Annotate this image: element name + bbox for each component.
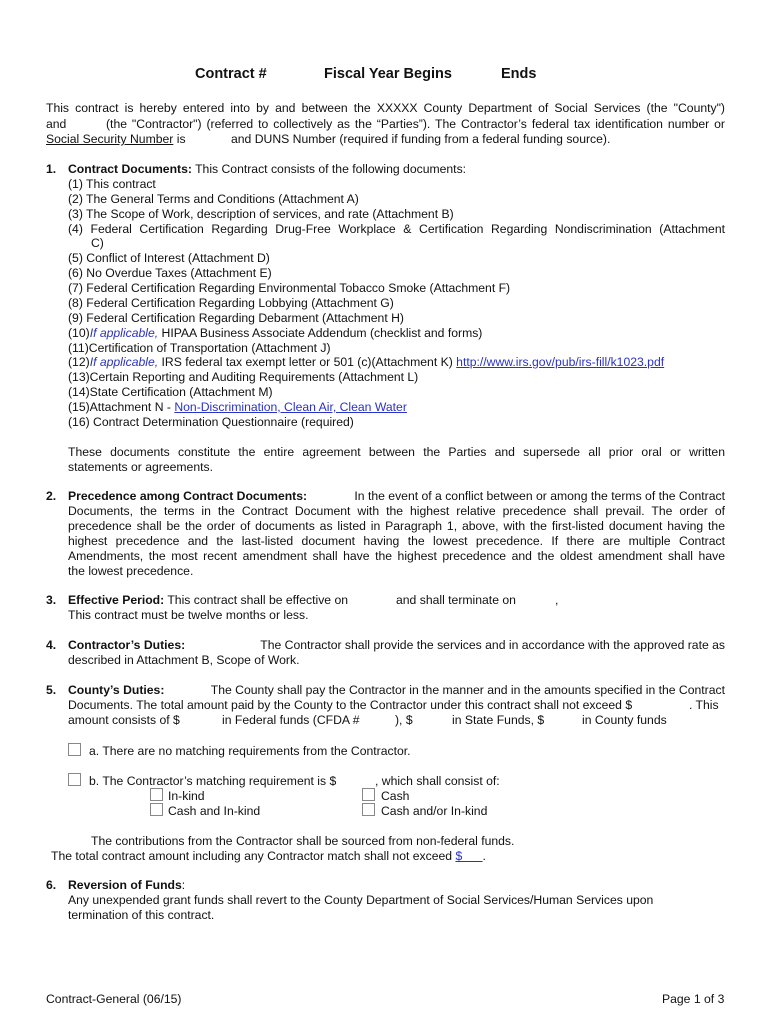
ssn-label: Social Security Number (46, 132, 174, 146)
matching-label: b. The Contractor’s matching requirement is $ (89, 774, 337, 788)
item-12-if-applicable: If applicable, (89, 355, 159, 369)
section-1-closing-2: statements or agreements. (68, 460, 213, 474)
section-3-heading: Effective Period: (68, 593, 165, 607)
section-1-lead: This Contract consists of the following documents: (195, 162, 467, 176)
total-amount-period: . (482, 849, 486, 863)
doc-item: (3) The Scope of Work, description of services, and rate (Attachment B) (68, 207, 454, 221)
cfda-close: ), $ (395, 713, 413, 727)
cash-and-in-kind-checkbox[interactable] (150, 803, 163, 816)
no-matching-checkbox[interactable] (68, 743, 81, 756)
doc-item-14: (14)State Certification (Attachment M) (68, 385, 273, 399)
section-5-line-2: Documents. The total amount paid by the County to the Contractor under this contract shall not exceed $ (68, 698, 633, 712)
doc-item-11: (11)Certification of Transportation (Attachment J) (68, 341, 331, 355)
cash-label: Cash (381, 789, 410, 803)
section-3-line-2: This contract must be twelve months or less. (68, 608, 309, 622)
item-10-num: (10) (68, 326, 90, 340)
section-4-heading: Contractor’s Duties: (68, 638, 186, 652)
intro-line-2: (the "Contractor") (referred to collectively as the “Parties”). The Contractor’s federal tax identification number or (106, 117, 725, 131)
doc-item: (4) Federal Certification Regarding Drug-Free Workplace & Certification Regarding Nondiscrimination (Attachment (68, 222, 725, 236)
intro-line-3 (46, 132, 186, 147)
doc-item-10 (68, 326, 482, 341)
cash-or-in-kind-label: Cash and/or In-kind (381, 804, 488, 818)
section-2-heading: Precedence among Contract Documents: (68, 489, 308, 503)
cash-or-in-kind-checkbox[interactable] (362, 803, 375, 816)
page-number: Page 1 of 3 (662, 992, 725, 1006)
doc-item: (7) Federal Certification Regarding Environmental Tobacco Smoke (Attachment F) (68, 281, 511, 295)
doc-item: (9) Federal Certification Regarding Debarment (Attachment H) (68, 311, 404, 325)
section-2-line-4: highest precedence and the last-listed document having the lowest precedence. If there are multiple Contract (68, 534, 725, 548)
federal-funds-label: in Federal funds (CFDA # (222, 713, 360, 727)
no-matching-label: a. There are no matching requirements from the Contractor. (89, 744, 411, 758)
section-2-line-6: the lowest precedence. (68, 564, 194, 578)
section-3-comma: , (555, 593, 559, 607)
section-2-lead: In the event of a conflict between or among the terms of the Contract (354, 489, 725, 503)
section-6-line-1: Any unexpended grant funds shall revert to the County Department of Social Services/Human Services upon (68, 893, 654, 907)
doc-item: (2) The General Terms and Conditions (Attachment A) (68, 192, 359, 206)
section-6-header (68, 878, 185, 893)
section-4-line-1 (68, 638, 725, 653)
cash-and-in-kind-label: Cash and In-kind (168, 804, 261, 818)
intro-line-1: This contract is hereby entered into by and between the XXXXX County Department of Social Services (the "County") (46, 101, 725, 115)
matching-consist-label: , which shall consist of: (375, 774, 500, 788)
ends-label: Ends (501, 66, 537, 82)
intro-and: and (46, 117, 67, 131)
section-3-effective: This contract shall be effective on (167, 593, 349, 607)
item-12-num: (12) (68, 355, 90, 369)
in-kind-checkbox[interactable] (150, 788, 163, 801)
section-2-number: 2. (46, 489, 57, 503)
section-2-line-5: Amendments, the most recent amendment shall have the highest precedence and the oldest amendment shall have (68, 549, 725, 563)
item-10-if-applicable: If applicable, (89, 326, 159, 340)
fiscal-year-begins-label: Fiscal Year Begins (324, 66, 452, 82)
doc-item: (8) Federal Certification Regarding Lobbying (Attachment G) (68, 296, 394, 310)
footer-form-id: Contract-General (06/15) (46, 992, 182, 1006)
amount-consists-label: amount consists of $ (68, 713, 180, 727)
irs-link[interactable]: http://www.irs.gov/pub/irs-fill/k1023.pdf (456, 355, 665, 369)
doc-item-cont: C) (91, 236, 104, 250)
section-1-closing-1: These documents constitute the entire agreement between the Parties and supersede all prior oral or written (68, 445, 725, 459)
section-6-heading: Reversion of Funds (68, 878, 182, 892)
contributions-text: The contributions from the Contractor shall be sourced from non-federal funds. (91, 834, 515, 848)
total-contract-amount (51, 849, 486, 864)
doc-item-12 (68, 355, 664, 370)
section-2-line-1 (68, 489, 725, 504)
section-5-number: 5. (46, 683, 57, 697)
doc-item: (1) This contract (68, 177, 156, 191)
section-4-lead: The Contractor shall provide the services and in accordance with the approved rate as (260, 638, 725, 652)
cash-checkbox[interactable] (362, 788, 375, 801)
section-3-line-1 (68, 593, 348, 608)
section-1-heading: Contract Documents: (68, 162, 192, 176)
doc-item-15 (68, 400, 407, 415)
section-3-terminate: and shall terminate on (396, 593, 516, 607)
doc-item-16: (16) Contract Determination Questionnaire (required) (68, 415, 354, 429)
item-15-text: (15)Attachment N - (68, 400, 175, 414)
matching-checkbox[interactable] (68, 773, 81, 786)
section-6-number: 6. (46, 878, 57, 892)
non-discrimination-link[interactable]: Non-Discrimination, Clean Air, Clean Water (174, 400, 407, 414)
duns-text: and DUNS Number (required if funding from a federal funding source). (231, 132, 611, 146)
section-1-number: 1. (46, 162, 57, 176)
section-5-line-2-end: . This (689, 698, 719, 712)
section-1-header (68, 162, 466, 177)
county-funds-label: in County funds (582, 713, 667, 727)
state-funds-label: in State Funds, $ (452, 713, 545, 727)
section-2-line-2: Documents, the terms in the Contract Document with the highest relative precedence shall prevail. The order of (68, 504, 725, 518)
section-6-colon: : (181, 878, 186, 892)
section-5-lead: The County shall pay the Contractor in the manner and in the amounts specified in the Contract (210, 683, 725, 697)
section-5-line-1 (68, 683, 725, 698)
item-12-text: IRS federal tax exempt letter or 501 (c)(Attachment K) (158, 355, 457, 369)
section-5-heading: County’s Duties: (68, 683, 165, 697)
ssn-is: is (176, 132, 186, 146)
contract-number-label: Contract # (195, 66, 267, 82)
doc-item: (5) Conflict of Interest (Attachment D) (68, 251, 270, 265)
section-6-line-2: termination of this contract. (68, 908, 215, 922)
total-amount-text: The total contract amount including any Contractor match shall not exceed (51, 849, 456, 863)
section-3-number: 3. (46, 593, 57, 607)
section-4-line-2: described in Attachment B, Scope of Work. (68, 653, 300, 667)
total-amount-field[interactable]: $ (455, 849, 483, 863)
in-kind-label: In-kind (168, 789, 205, 803)
doc-item: (6) No Overdue Taxes (Attachment E) (68, 266, 272, 280)
section-4-number: 4. (46, 638, 57, 652)
doc-item-13: (13)Certain Reporting and Auditing Requirements (Attachment L) (68, 370, 419, 384)
item-10-text: HIPAA Business Associate Addendum (checklist and forms) (158, 326, 483, 340)
section-2-line-3: precedence shall be the order of documents as listed in Paragraph 1, above, with the first-listed document having the (68, 519, 725, 533)
